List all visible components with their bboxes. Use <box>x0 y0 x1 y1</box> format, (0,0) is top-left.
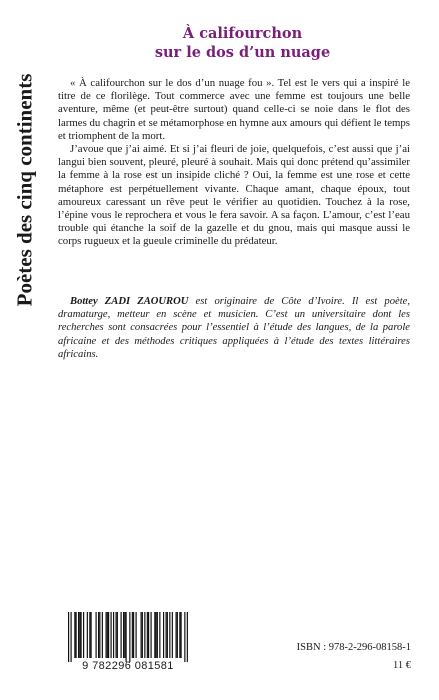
barcode-bar <box>123 612 124 658</box>
barcode-bar <box>167 612 168 658</box>
blurb-paragraph: « À califourchon sur le dos d’un nuage fou ». Tel est le vers qui a inspiré le titre de ce florilège. Tout commerce avec une femme est toujours une belle aventure, même (et peut-être surtout) quand celle-ci se noie dans le flot des larmes du chagrin et se métamorphose en hymne aux amours qui défient le temps et triomphent de la mort. <box>58 77 410 142</box>
barcode-bar <box>144 612 145 658</box>
barcode-bar <box>79 612 80 658</box>
barcode-bar <box>142 612 143 658</box>
price: 11 € <box>393 660 411 671</box>
spine-series <box>6 40 44 340</box>
barcode-bar <box>89 612 90 658</box>
isbn: ISBN : 978-2-296-08158-1 <box>296 642 411 653</box>
barcode-bar <box>107 612 108 658</box>
barcode-bar <box>106 612 107 658</box>
barcode-bar <box>124 612 125 658</box>
barcode-bar <box>68 612 69 662</box>
barcode-bar <box>99 612 100 658</box>
author-bio <box>58 295 410 361</box>
barcode-bars <box>68 612 188 662</box>
book-title <box>52 24 433 62</box>
barcode-bar <box>87 612 88 658</box>
barcode-bar <box>108 612 109 658</box>
barcode-bar <box>176 612 177 658</box>
barcode-bar <box>71 612 72 662</box>
barcode-bar <box>159 612 160 658</box>
barcode-bar <box>111 612 112 658</box>
barcode-bar <box>91 612 92 658</box>
barcode-bar <box>184 612 185 662</box>
barcode-bar <box>98 612 99 658</box>
barcode-bar <box>116 612 117 658</box>
barcode-bar <box>96 612 97 658</box>
barcode-bar <box>166 612 167 658</box>
barcode-bar <box>121 612 122 658</box>
barcode-bar <box>151 612 152 658</box>
barcode-bar <box>132 612 133 658</box>
author-name: Bottey ZADI ZAOUROU <box>70 296 189 307</box>
barcode-bar <box>129 612 130 662</box>
title-line-1: À califourchon <box>182 25 303 42</box>
barcode-bar <box>133 612 134 658</box>
barcode-digits: 9 782296 081581 <box>82 660 174 672</box>
barcode-bar <box>163 612 164 658</box>
barcode-bar <box>187 612 188 662</box>
barcode-bar <box>102 612 103 658</box>
barcode <box>58 608 198 678</box>
barcode-bar <box>141 612 142 658</box>
barcode-bar <box>78 612 79 658</box>
barcode-bar <box>83 612 84 658</box>
blurb <box>58 77 410 249</box>
barcode-bar <box>113 612 114 658</box>
barcode-bar <box>148 612 149 658</box>
barcode-bar <box>169 612 170 658</box>
barcode-bar <box>154 612 155 658</box>
barcode-bar <box>177 612 178 658</box>
series-name: Poètes des cinq continents <box>12 73 37 307</box>
barcode-bar <box>74 612 75 658</box>
barcode-bar <box>76 612 77 658</box>
barcode-bar <box>117 612 118 658</box>
blurb-paragraph: J’avoue que j’ai aimé. Et si j’ai fleuri de joie, quelquefois, c’est aussi que j’ai langui bien souvent, pleuré, pleuré à souhait. Mais qui donc prétend qu’assimiler la femme à la rose est un insipide cliché ? Oui, la femme est une rose et cette métaphore est perpétuellement vivante. Chaque amant, chaque époux, tout amoureux caressant un rêve peut le vérifier au quotidien. Touchez à la rose, l’épine vous le reprochera et vous le fera savoir. A sa façon. L’amour, c’est l’eau trouble qui étanche la soif de la gazelle et du gnou, mais qui masque aussi le corps rugueux et la gueule criminelle du prédateur. <box>58 143 410 248</box>
barcode-bar <box>81 612 82 658</box>
title-line-2: sur le dos d’un nuage <box>154 44 331 61</box>
author-bio-text: est originaire de Côte d’Ivoire. Il est poète, dramaturge, metteur en scène et musicien. C’est un universitaire dont les recherches sont consacrées pour l’essentiel à l’étude des langues, de la parole africaine et des méthodes critiques appliquées à l’étude des textes littéraires africains. <box>58 296 410 360</box>
barcode-bar <box>179 612 180 658</box>
barcode-bar <box>156 612 157 658</box>
barcode-bar <box>136 612 137 658</box>
barcode-bar <box>126 612 127 662</box>
barcode-bar <box>181 612 182 658</box>
barcode-bar <box>147 612 148 658</box>
barcode-bar <box>157 612 158 658</box>
barcode-bar <box>172 612 173 658</box>
